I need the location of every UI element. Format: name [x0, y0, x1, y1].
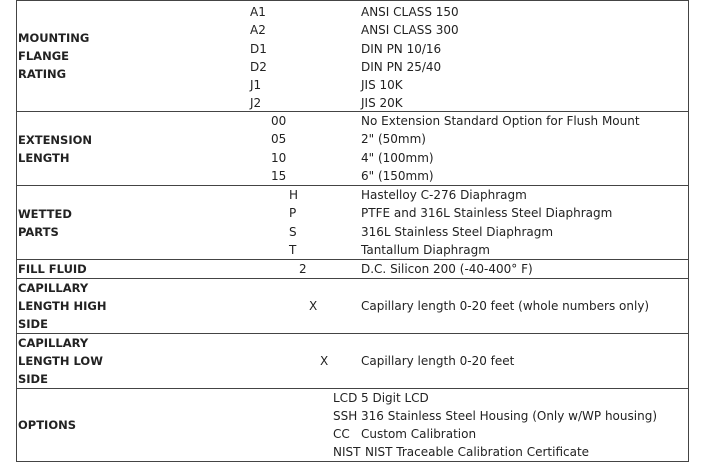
label-line: EXTENSION [18, 133, 93, 147]
table-row [17, 186, 688, 204]
description-cell: No Extension Standard Option for Flush Mount [361, 114, 640, 128]
description-cell: 316L Stainless Steel Diaphragm [361, 224, 554, 239]
description-cell: ANSI CLASS 300 [361, 23, 459, 38]
label-line: MOUNTING [18, 31, 90, 45]
description-cell: JIS 10K [361, 78, 403, 93]
label-line: PARTS [18, 225, 59, 239]
code-cell: A2 [250, 23, 266, 38]
description-cell: Capillary length 0-20 feet [361, 354, 515, 368]
description-cell: ANSI CLASS 150 [361, 5, 459, 19]
label-line: LENGTH [18, 151, 70, 165]
code-cell: T [289, 242, 297, 257]
description-cell: DIN PN 10/16 [361, 41, 442, 56]
section-extension-length [16, 112, 689, 186]
table-row [17, 167, 688, 185]
label-line: RATING [18, 67, 67, 81]
description-cell: NIST Traceable Calibration Certificate [365, 445, 590, 459]
description-cell: 5 Digit LCD [361, 391, 429, 405]
description-cell: 4" (100mm) [361, 150, 434, 165]
table-row [17, 94, 688, 112]
table-row [17, 204, 688, 222]
table-row [17, 3, 688, 21]
label-line: SIDE [18, 372, 48, 386]
code-cell: 2 [299, 262, 307, 276]
code-cell: 00 [271, 114, 287, 128]
code-cell: SSH [333, 409, 358, 423]
table-row [17, 76, 688, 94]
label-line: LENGTH HIGH [18, 299, 107, 313]
code-cell: X [320, 354, 329, 368]
table-row [17, 223, 688, 241]
code-cell: NIST [333, 445, 361, 459]
description-cell: 2" (50mm) [361, 132, 426, 147]
description-cell: DIN PN 25/40 [361, 59, 442, 74]
label-line: SIDE [18, 317, 48, 331]
code-cell: H [289, 188, 299, 202]
description-cell: PTFE and 316L Stainless Steel Diaphragm [361, 206, 613, 221]
description-cell: Tantallum Diaphragm [361, 242, 490, 257]
code-cell: 05 [271, 132, 287, 147]
table-row [17, 58, 688, 76]
label-line: LENGTH LOW [18, 354, 103, 368]
table-row [17, 130, 688, 148]
section-capillary-high [16, 279, 689, 334]
section-wetted-parts [16, 186, 689, 260]
label-line: CAPILLARY [18, 281, 89, 295]
code-cell: J2 [250, 96, 262, 111]
label-line: OPTIONS [18, 418, 77, 432]
description-cell: Hastelloy C-276 Diaphragm [361, 188, 527, 202]
code-cell: A1 [250, 5, 266, 19]
description-cell: JIS 20K [361, 96, 403, 111]
code-cell: S [289, 224, 297, 239]
section-fill-fluid [16, 260, 689, 279]
description-cell: Capillary length 0-20 feet (whole numbers only) [361, 299, 650, 313]
code-cell: P [289, 206, 297, 221]
table-row [17, 297, 688, 315]
table-row [17, 425, 688, 443]
description-cell: 6" (150mm) [361, 168, 434, 183]
code-cell: D2 [250, 59, 267, 74]
code-cell: 10 [271, 150, 287, 165]
code-cell: X [309, 299, 318, 313]
section-capillary-low [16, 334, 689, 389]
table-row [17, 389, 688, 407]
code-cell: D1 [250, 41, 267, 56]
ordering-table [16, 0, 689, 462]
table-row [17, 407, 688, 425]
table-row [17, 149, 688, 167]
section-mounting-flange-rating [16, 0, 689, 112]
label-line: WETTED [18, 207, 72, 221]
code-cell: 15 [271, 168, 287, 183]
table-row [17, 443, 688, 461]
description-cell: Custom Calibration [361, 427, 477, 441]
label-line: CAPILLARY [18, 336, 89, 350]
table-row [17, 352, 688, 370]
section-options [16, 389, 689, 462]
label-line: FILL FLUID [18, 262, 87, 276]
label-line: FLANGE [18, 49, 70, 63]
code-cell: J1 [250, 78, 262, 93]
table-row [17, 40, 688, 58]
code-cell: CC [333, 427, 350, 441]
table-row [17, 21, 688, 39]
table-row [17, 241, 688, 259]
table-row [17, 112, 688, 130]
code-cell: LCD [333, 391, 358, 405]
description-cell: D.C. Silicon 200 (-40-400° F) [361, 262, 533, 276]
description-cell: 316 Stainless Steel Housing (Only w/WP housing) [361, 409, 657, 423]
table-row [17, 260, 688, 278]
